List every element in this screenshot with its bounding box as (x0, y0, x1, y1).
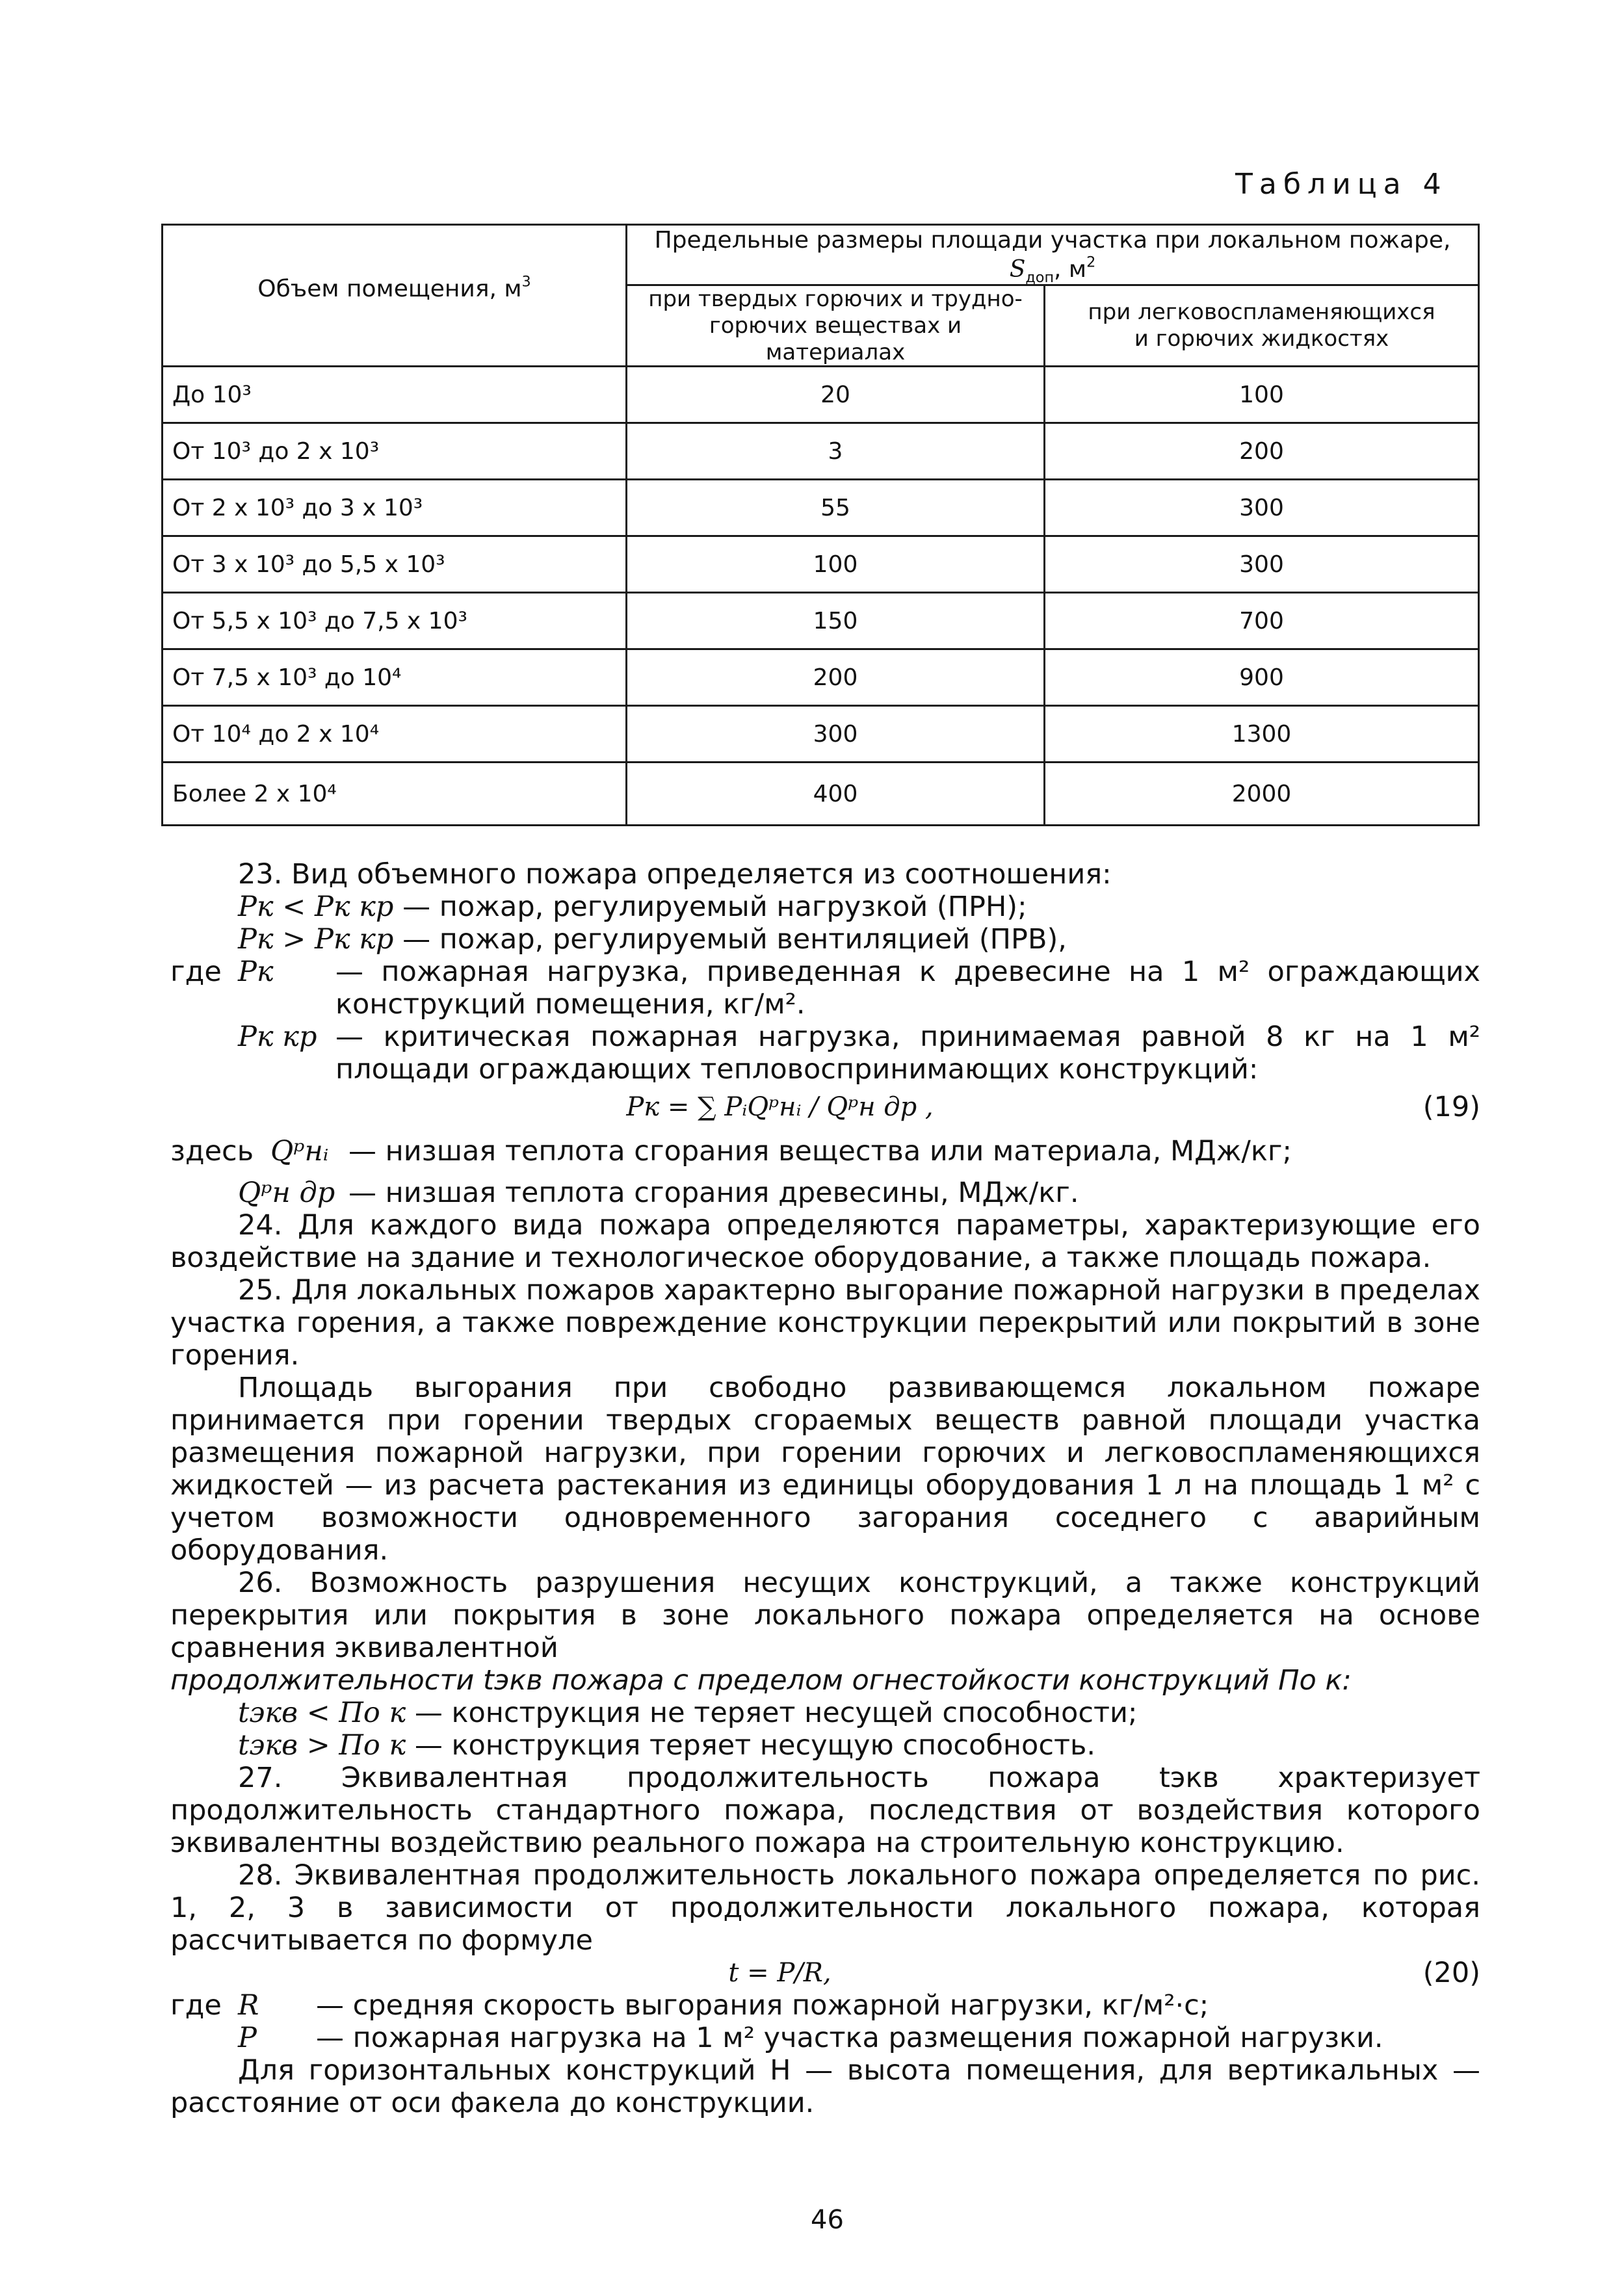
definition-r (170, 1989, 1480, 2022)
liquid-value: 1300 (1045, 706, 1479, 763)
table-row (163, 593, 1479, 649)
where-label: где (170, 1989, 222, 2022)
table-row (163, 649, 1479, 706)
table-row (163, 480, 1479, 536)
row-label: От 5,5 x 10³ до 7,5 x 10³ (163, 593, 627, 649)
definition-text: — критическая пожарная нагрузка, принимаемая равной 8 кг на 1 м² площади ограждающих тепловоспринимающих конструкций: (335, 1021, 1480, 1086)
symbol-qn-dr: Qᵖн др (238, 1177, 335, 1209)
fire-area-table (161, 224, 1480, 826)
solid-value: 150 (627, 593, 1045, 649)
liquid-value: 300 (1045, 536, 1479, 593)
definition-p (170, 2022, 1480, 2054)
condition-prn: Pк < Pк кр — пожар, регулируемый нагрузкой (ПРН); (238, 891, 1027, 923)
liquid-value: 100 (1045, 367, 1479, 423)
liquid-value: 300 (1045, 480, 1479, 536)
solid-value: 55 (627, 480, 1045, 536)
row-label: От 10⁴ до 2 x 10⁴ (163, 706, 627, 763)
condition-losing: tэкв > Пo к — конструкция теряет несущую способность. (238, 1729, 1096, 1762)
symbol-r: R (238, 1989, 259, 2022)
here-label: здесь (170, 1135, 254, 1168)
symbol-pk-kr: Pк кр (238, 1021, 317, 1053)
solid-value: 100 (627, 536, 1045, 593)
table-row (163, 536, 1479, 593)
definition-qn-dr (170, 1177, 1480, 1209)
definition-pk-kr (170, 1021, 1480, 1086)
table-row (163, 367, 1479, 423)
formula-expression: Pк = ∑ PᵢQᵖнᵢ / Qᵖн др , (626, 1092, 934, 1122)
definition-text: — пожарная нагрузка, приведенная к древесине на 1 м² ограждающих конструкций помещения, кг/м². (335, 956, 1480, 1021)
solid-value: 300 (627, 706, 1045, 763)
row-label: От 2 x 10³ до 3 x 10³ (163, 480, 627, 536)
paragraph-24: 24. Для каждого вида пожара определяются параметры, характеризующие его воздействие на здание и технологическое оборудование, а также площадь пожара. (170, 1209, 1480, 1274)
table-row (163, 706, 1479, 763)
where-label: где (170, 956, 222, 988)
solid-value: 200 (627, 649, 1045, 706)
formula-expression: t = P/R, (728, 1958, 832, 1988)
table-row (163, 763, 1479, 826)
paragraph-25: 25. Для локальных пожаров характерно выгорание пожарной нагрузки в пределах участка горения, а также повреждение конструкции перекрытий или покрытий в зоне горения. (170, 1274, 1480, 1372)
page-number: 46 (811, 2205, 844, 2235)
liquid-value: 700 (1045, 593, 1479, 649)
paragraph-26: 26. Возможность разрушения несущих конструкций, а также конструкций перекрытия или покрытия в зоне локального пожара определяется на основе сравнения эквивалентной (170, 1567, 1480, 1664)
paragraph-26-cont: продолжительности tэкв пожара с пределом огнестойкости конструкций Пo к: (170, 1664, 1352, 1697)
solid-value: 3 (627, 423, 1045, 480)
header-area-limits: Предельные размеры площади участка при локальном пожаре, $S_{доп}$, $м^2$ (627, 225, 1479, 285)
paragraph-25b: Площадь выгорания при свободно развивающемся локальном пожаре принимается при горении твердых сгораемых веществ равной площади участка размещения пожарной нагрузки, при горении горючих и легковоспламеняющихся жидкостей — из расчета растекания из единицы оборудования 1 л на площадь 1 м² с учетом возможности одновременного загорания соседнего с аварийным оборудования. (170, 1372, 1480, 1567)
formula-number: (19) (1422, 1091, 1480, 1123)
row-label: Более 2 x 10⁴ (163, 763, 627, 826)
symbol-pk: Pк (238, 956, 274, 988)
header-flammable-liquids: при легковоспламеняющихся и горючих жидкостях (1045, 285, 1479, 367)
paragraph-28: 28. Эквивалентная продолжительность локального пожара определяется по рис. 1, 2, 3 в зависимости от продолжительности локального пожара, которая рассчитывается по формуле (170, 1859, 1480, 1957)
solid-value: 20 (627, 367, 1045, 423)
header-solid-materials: при твердых горючих и трудно- горючих веществах и материалах (627, 285, 1045, 367)
formula-number: (20) (1422, 1957, 1480, 1989)
liquid-value: 2000 (1045, 763, 1479, 826)
table-caption: Таблица 4 (1235, 168, 1448, 201)
formula-20 (170, 1957, 1480, 1989)
definition-text: — низшая теплота сгорания вещества или материала, МДж/кг; (348, 1135, 1292, 1168)
row-label: До 10³ (163, 367, 627, 423)
paragraph-last: Для горизонтальных конструкций H — высота помещения, для вертикальных — расстояние от оси факела до конструкции. (170, 2054, 1480, 2119)
definition-text: — пожарная нагрузка на 1 м² участка размещения пожарной нагрузки. (316, 2022, 1383, 2054)
definition-text: — средняя скорость выгорания пожарной нагрузки, кг/м²·с; (316, 1989, 1209, 2022)
symbol-p: P (238, 2022, 257, 2054)
condition-not-losing: tэкв < Пo к — конструкция не теряет несущей способности; (238, 1697, 1138, 1729)
definition-text: — низшая теплота сгорания древесины, МДж/кг. (348, 1177, 1079, 1209)
paragraph-23: 23. Вид объемного пожара определяется из соотношения: (238, 858, 1112, 891)
definition-qni (170, 1135, 1480, 1168)
definition-pk (170, 956, 1480, 1021)
body-text (170, 858, 1480, 2119)
liquid-value: 200 (1045, 423, 1479, 480)
formula-19 (170, 1091, 1480, 1123)
table-row (163, 423, 1479, 480)
row-label: От 10³ до 2 x 10³ (163, 423, 627, 480)
row-label: От 3 x 10³ до 5,5 x 10³ (163, 536, 627, 593)
solid-value: 400 (627, 763, 1045, 826)
liquid-value: 900 (1045, 649, 1479, 706)
row-label: От 7,5 x 10³ до 10⁴ (163, 649, 627, 706)
condition-prv: Pк > Pк кр — пожар, регулируемый вентиляцией (ПРВ), (238, 923, 1067, 956)
symbol-qni: Qᵖнᵢ (270, 1135, 329, 1168)
header-room-volume: Объем помещения, $м^3$ (163, 225, 627, 367)
paragraph-27: 27. Эквивалентная продолжительность пожара tэкв храктеризует продолжительность стандартного пожара, последствия от воздействия которого эквивалентны воздействию реального пожара на строительную конструкцию. (170, 1762, 1480, 1859)
